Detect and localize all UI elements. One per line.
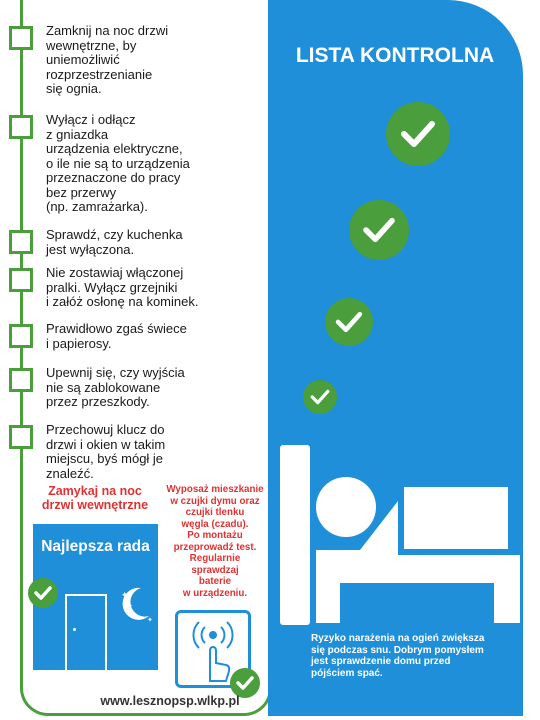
check-circle-icon [325,298,373,346]
list-item-text: Przechowuj klucz do drzwi i okien w takim miejscu, byś mógł je znaleźć. [46,422,166,481]
checkbox-icon[interactable] [9,115,33,139]
list-item [46,266,256,310]
website-link[interactable]: www.lesznopsp.wlkp.pl [100,694,240,708]
check-circle-icon [28,578,58,608]
list-item [46,423,256,481]
checkbox-icon[interactable] [9,368,33,392]
checkbox-icon[interactable] [9,26,33,50]
list-item-text: Nie zostawiaj włączonej pralki. Wyłącz grzejniki i załóż osłonę na kominek. [46,265,199,309]
list-item [46,228,256,257]
risk-text: Ryzyko narażenia na ogień zwiększa się podczas snu. Dobrym pomysłem jest sprawdzenie domu przed pójściem spać. [311,633,485,679]
list-item-text: Sprawdź, czy kuchenka jest wyłączona. [46,227,183,257]
page-title: LISTA KONTROLNA [295,44,495,67]
close-doors-heading: Zamykaj na noc drzwi wewnętrzne [41,484,149,512]
svg-text:✦: ✦ [121,591,129,601]
svg-text:✦: ✦ [127,602,133,610]
checkbox-icon[interactable] [9,230,33,254]
check-circle-icon [303,380,337,414]
list-item-text: Upewnij się, czy wyjścia nie są zablokowane przez przeszkody. [46,365,185,409]
list-item-text: Zamknij na noc drzwi wewnętrzne, by uniemożliwić rozprzestrzenianie się ognia. [46,23,169,96]
list-item [46,366,256,410]
door-icon [65,594,107,670]
list-item [46,24,256,97]
checkbox-icon[interactable] [9,425,33,449]
list-item-text: Wyłącz i odłącz z gniazdka urządzenia elektryczne, o ile nie są to urządzenia przeznaczone do pracy bez przerwy (np. zamrażarka). [46,112,190,214]
best-tip-title: Najlepsza rada [41,538,150,555]
bed-icon [280,435,520,630]
moon-icon [119,584,155,624]
checkbox-icon[interactable] [9,324,33,348]
list-item [46,322,256,351]
svg-text:✦: ✦ [147,616,153,624]
check-circle-icon [386,102,450,166]
list-item-text: Prawidłowo zgaś świece i papierosy. [46,321,187,351]
smoke-alarm-text: Wyposaż mieszkanie w czujki dymu oraz czujki tlenku węgla (czadu). Po montażu przeprowadź test. Regularnie sprawdzaj baterie w urządzeniu. [166,484,264,599]
checkbox-icon[interactable] [9,268,33,292]
check-circle-icon [349,200,409,260]
list-item [46,113,256,215]
